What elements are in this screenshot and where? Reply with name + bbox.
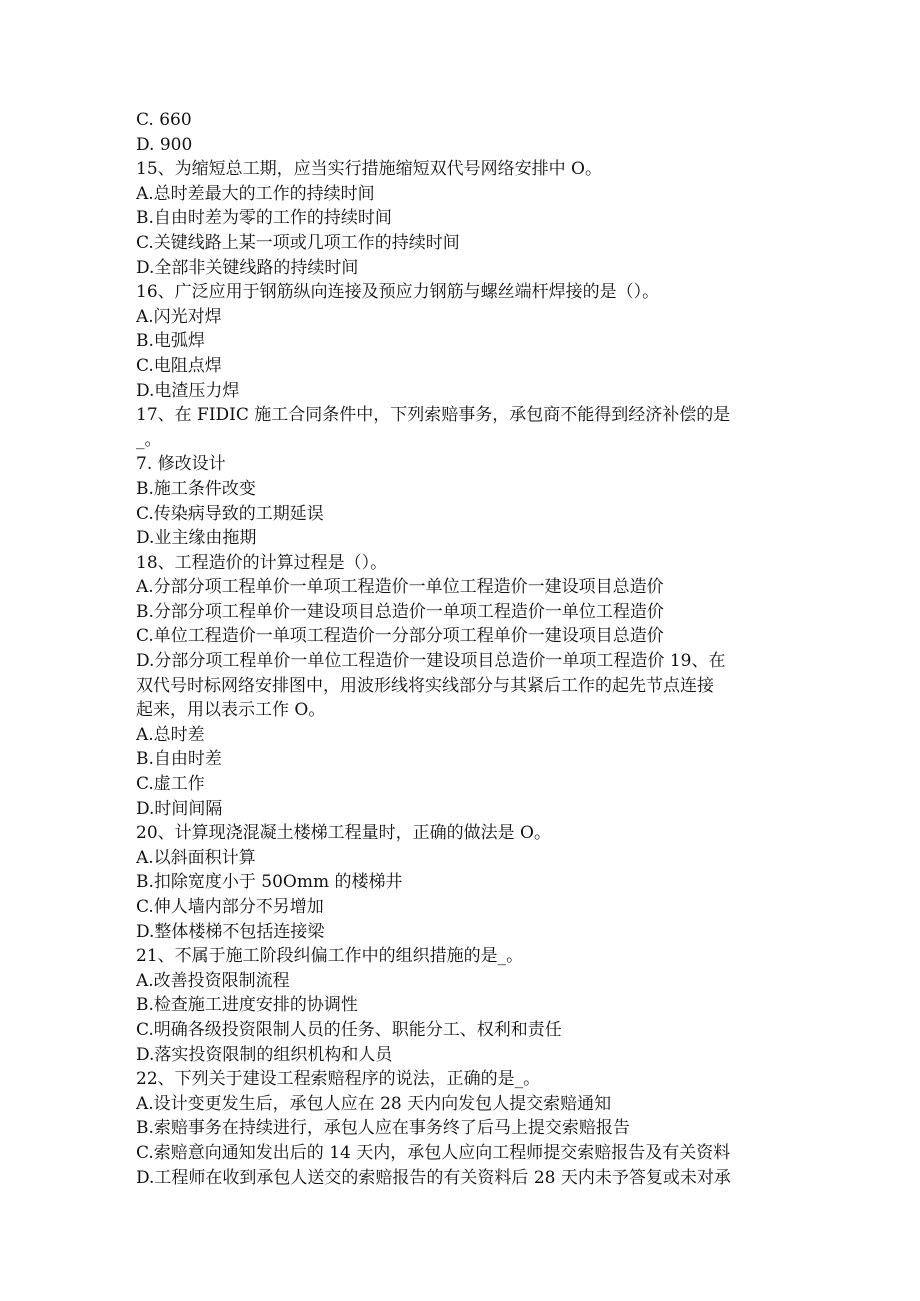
option-line: C.单位工程造价一单项工程造价一分部分项工程单价一建设项目总造价 (136, 626, 664, 647)
question-18: 18、工程造价的计算过程是（）。 (136, 552, 388, 573)
question-17-continued: _。 (136, 429, 162, 450)
option-line: A.改善投资限制流程 (136, 970, 290, 991)
option-line: 7. 修改设计 (136, 454, 226, 475)
text-line: C. 660 (136, 110, 192, 130)
option-line: B.电弧焊 (136, 331, 205, 352)
option-line: C.伸人墙内部分不另增加 (136, 897, 324, 917)
option-line: C.索赔意向通知发出后的 14 天内，承包人应向工程师提交索赔报告及有关资料 (136, 1142, 731, 1163)
option-line: A.闪光对焊 (136, 306, 222, 327)
question-22: 22、下列关于建设工程索赔程序的说法，正确的是_。 (136, 1069, 541, 1090)
option-line: D.时间间隔 (136, 798, 223, 819)
question-16: 16、广泛应用于钢筋纵向连接及预应力钢筋与螺丝端杆焊接的是（）。 (136, 282, 660, 303)
text-line: D. 900 (136, 134, 193, 155)
option-line: B.施工条件改变 (136, 478, 256, 499)
option-line: B.索赔事务在持续进行，承包人应在事务终了后马上提交索赔报告 (136, 1118, 630, 1139)
option-line: A.总时差 (136, 724, 205, 745)
question-19-continued: 起来，用以表示工作 O。 (136, 700, 326, 721)
option-line: B.自由时差为零的工作的持续时间 (136, 208, 392, 229)
question-17: 17、在 FIDIC 施工合同条件中，下列索赔事务，承包商不能得到经济补偿的是 (136, 405, 731, 426)
option-line: A.设计变更发生后，承包人应在 28 天内向发包人提交索赔通知 (136, 1093, 612, 1114)
question-19: 双代号时标网络安排图中，用波形线将实线部分与其紧后工作的起先节点连接 (136, 675, 714, 696)
option-line: B.检查施工进度安排的协调性 (136, 995, 358, 1016)
option-line: B.扣除宽度小于 50Omm 的楼梯井 (136, 872, 403, 893)
option-line: C.虚工作 (136, 774, 205, 795)
option-line: B.自由时差 (136, 749, 222, 770)
option-line: C.电阻点焊 (136, 355, 222, 376)
option-line: C.传染病导致的工期延误 (136, 503, 324, 524)
option-line: A.分部分项工程单价一单项工程造价一单位工程造价一建设项目总造价 (136, 577, 664, 598)
question-15: 15、为缩短总工期，应当实行措施缩短双代号网络安排中 O。 (136, 159, 602, 180)
option-line: A.以斜面积计算 (136, 847, 256, 868)
option-line: D.电渣压力焊 (136, 380, 240, 401)
document-page (136, 108, 786, 1190)
option-line: D.落实投资限制的组织机构和人员 (136, 1044, 393, 1065)
option-line: C.关键线路上某一项或几项工作的持续时间 (136, 232, 460, 253)
option-line: C.明确各级投资限制人员的任务、职能分工、权利和责任 (136, 1019, 562, 1040)
option-line: B.分部分项工程单价一建设项目总造价一单项工程造价一单位工程造价 (136, 601, 664, 622)
option-line: D.整体楼梯不包括连接梁 (136, 921, 325, 942)
question-21: 21、不属于施工阶段纠偏工作中的组织措施的是_。 (136, 946, 524, 967)
option-line: D.全部非关键线路的持续时间 (136, 257, 359, 278)
option-line: A.总时差最大的工作的持续时间 (136, 183, 375, 204)
option-line: D.工程师在收到承包人送交的索赔报告的有关资料后 28 天内未予答复或未对承 (136, 1167, 731, 1188)
option-line: D.业主缘由拖期 (136, 528, 257, 549)
option-line: D.分部分项工程单价一单位工程造价一建设项目总造价一单项工程造价 19、在 (136, 651, 726, 672)
question-20: 20、计算现浇混凝土楼梯工程量时，正确的做法是 O。 (136, 823, 551, 844)
